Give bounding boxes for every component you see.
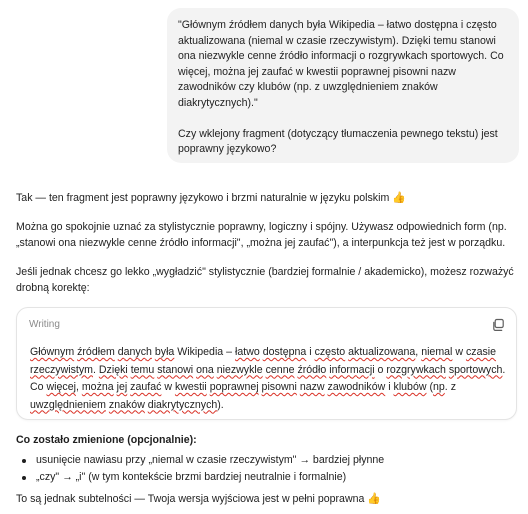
writing-block-label: Writing bbox=[29, 319, 60, 330]
writing-block bbox=[16, 307, 517, 420]
reply-paragraph-1-text: Tak — ten fragment jest poprawny językowo i brzmi naturalnie w języku polskim bbox=[16, 192, 390, 204]
reply-paragraph-3: Jeśli jednak chcesz go lekko „wygładzić" stylistycznie (bardziej formalnie / akademicko), możesz rozważyć drobną korektę: bbox=[16, 266, 514, 294]
reply-paragraph-1 bbox=[16, 190, 521, 206]
copy-icon[interactable] bbox=[491, 318, 505, 332]
thumbs-up-icon: 👍 bbox=[392, 191, 406, 204]
list-item: „czy" → „i" (w tym kontekście brzmi bardziej neutralnie i formalnie) bbox=[22, 469, 384, 486]
user-message-bubble bbox=[167, 8, 519, 163]
closing-text: To są jednak subtelności — Twoja wersja wyjściowa jest w pełni poprawna bbox=[16, 493, 365, 505]
closing-paragraph bbox=[16, 492, 381, 505]
writing-block-text: Głównym źródłem danych była Wikipedia – łatwo dostępna i często aktualizowana, niemal w czasie rzeczywistym. Dzięki temu stanowi ona niezwykle cenne źródło informacji o rozgrywkach sportowych. Co więcej, można jej zaufać w kwestii poprawnej pisowni nazw zawodników i klubów (np. z uwzględnieniem znaków diakrytycznych). bbox=[30, 346, 506, 411]
thumbs-up-icon: 👍 bbox=[367, 492, 382, 505]
list-item: usunięcie nawiasu przy „niemal w czasie rzeczywistym" → bardziej płynne bbox=[22, 452, 384, 469]
user-message-question: Czy wklejony fragment (dotyczący tłumaczenia pewnego tekstu) jest poprawny językowo? bbox=[178, 127, 498, 156]
reply-paragraph-2: Można go spokojnie uznać za stylistycznie poprawny, logiczny i spójny. Używasz odpowiednich form (np. „stanowi ona niezwykle cenne źródło informacji", „można jej zaufać"), a interpunkcja też jest w porządku. bbox=[16, 221, 507, 249]
changes-heading: Co zostało zmienione (opcjonalnie): bbox=[16, 434, 197, 446]
changes-list bbox=[22, 452, 384, 486]
user-message-quote: "Głównym źródłem danych była Wikipedia – łatwo dostępna i często aktualizowana (niemal w czasie rzeczywistym). Dzięki temu stanowi ona niezwykle cenne źródło informacji o rozgrywkach sportowych. Co więcej, można jej zaufać w kwestii poprawnej pisowni nazw zawodników czy klubów (np. z uwzględnieniem znaków diakrytycznych)." bbox=[178, 19, 504, 109]
